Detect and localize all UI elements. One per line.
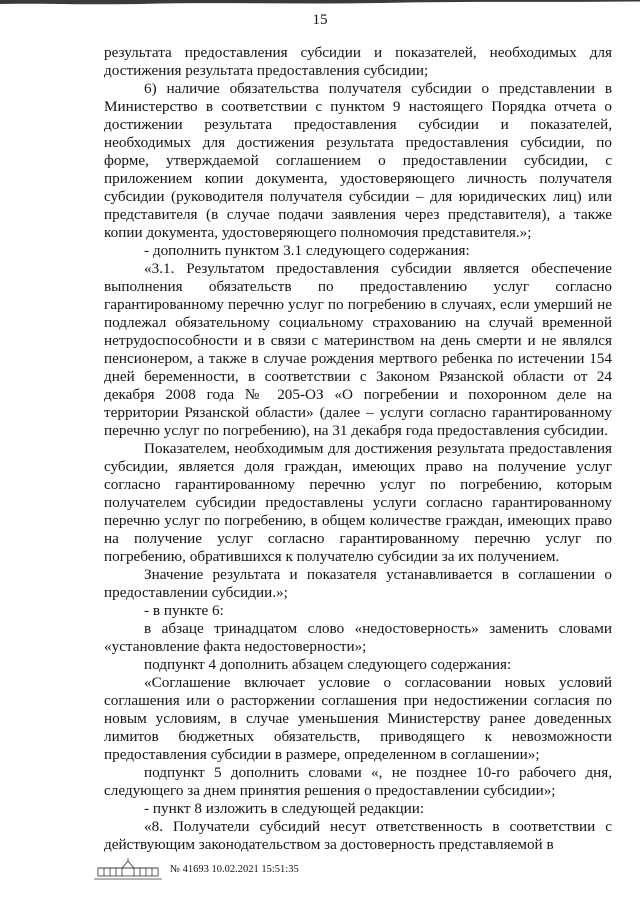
paragraph: в абзаце тринадцатом слово «недостоверность» заменить словами «установление факта недостоверности»; — [104, 620, 612, 655]
paragraph: «3.1. Результатом предоставления субсидии является обеспечение выполнения обязательств по предоставлению услуг согласно гарантированному перечню услуг по погребению в случаях, если умерший не подлежал обязательному социальному страхованию на случай временной нетрудоспособности и в связи с материнством на день смерти и не являлся пенсионером, а также в случае рождения мертвого ребенка по истечении 154 дней беременности, в соответствии с Законом Рязанской области от 24 декабря 2008 года № 205-ОЗ «О погребении и похоронном деле на территории Рязанской области» (далее – услуги согласно гарантированному перечню услуг по погребению), на 31 декабря года предоставления субсидии. — [104, 260, 612, 439]
paragraph: 6) наличие обязательства получателя субсидии о представлении в Министерство в соответствии с пунктом 9 настоящего Порядка отчета о достижении результата предоставления субсидии и показателей, необходимых для достижения результата предоставления субсидии, по форме, утверждаемой соглашением о предоставлении субсидии, с приложением копии документа, удостоверяющего личность получателя субсидии (руководителя получателя субсидии – для юридических лиц) или представителя (в случае подачи заявления через представителя), а также копии документа, удостоверяющего полномочия представителя.»; — [104, 80, 612, 241]
building-emblem-icon — [92, 855, 164, 881]
paragraph: - пункт 8 изложить в следующей редакции: — [144, 800, 425, 817]
paragraph: результата предоставления субсидии и показателей, необходимых для достижения результата предоставления субсидии; — [104, 44, 612, 79]
paragraph: - дополнить пунктом 3.1 следующего содержания: — [144, 242, 470, 259]
registration-stamp: № 41693 10.02.2021 15:51:35 — [170, 864, 299, 875]
paragraph: Показателем, необходимым для достижения результата предоставления субсидии, является доля граждан, имеющих право на получение услуг согласно гарантированному перечню услуг по погребению, которым получателем субсидии предоставлены услуги согласно гарантированному перечню услуг по погребению, в общем количестве граждан, имеющих право на получение услуг согласно гарантированному перечню услуг по погребению, обратившихся к получателю субсидии за их получением. — [104, 440, 612, 565]
scan-edge-artifact — [0, 0, 640, 8]
paragraph: «Соглашение включает условие о согласовании новых условий соглашения или о расторжении соглашения при недостижении согласия по новым условиям, в случае уменьшения Министерству ранее доведенных лимитов бюджетных обязательств, приводящего к невозможности предоставления субсидии в размере, определенном в соглашении»; — [104, 674, 612, 763]
paragraph: подпункт 5 дополнить словами «, не позднее 10-го рабочего дня, следующего за днем принятия решения о предоставлении субсидии»; — [104, 764, 612, 799]
footer — [92, 855, 612, 895]
paragraph: Значение результата и показателя устанавливается в соглашении о предоставлении субсидии.»; — [104, 566, 612, 601]
document-body — [104, 44, 612, 854]
paragraph: «8. Получатели субсидий несут ответственность в соответствии с действующим законодательством за достоверность представляемой в — [104, 818, 612, 853]
paragraph: подпункт 4 дополнить абзацем следующего содержания: — [144, 656, 512, 673]
page-number: 15 — [312, 12, 328, 28]
paragraph: - в пункте 6: — [144, 602, 224, 619]
